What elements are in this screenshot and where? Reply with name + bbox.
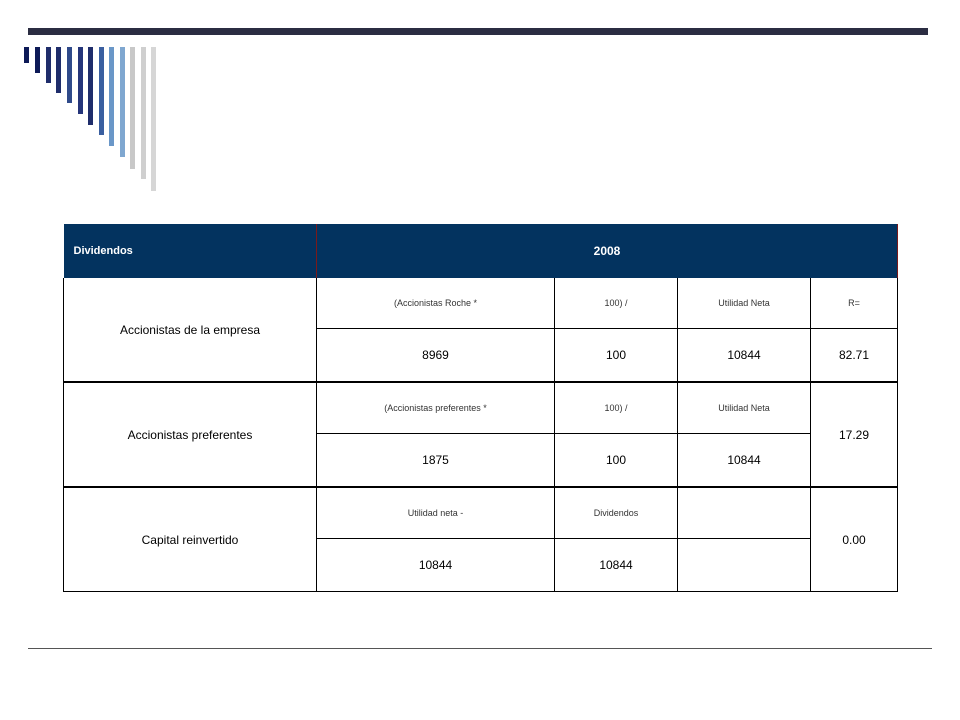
header-label: Dividendos — [64, 224, 317, 278]
stripe-2 — [35, 47, 40, 73]
table-row — [64, 382, 898, 434]
formula-cell: R= — [811, 278, 898, 329]
stripe-8 — [99, 47, 104, 135]
stripe-6 — [78, 47, 83, 114]
formula-cell: (Accionistas preferentes * — [317, 382, 555, 434]
result-cell: 0.00 — [811, 487, 898, 592]
stripe-7 — [88, 47, 93, 125]
stripe-4 — [56, 47, 61, 93]
stripe-1 — [24, 47, 29, 63]
empty-cell — [678, 539, 811, 592]
header-year: 2008 — [317, 224, 898, 278]
formula-cell: Utilidad neta - — [317, 487, 555, 539]
value-cell: 100 — [555, 329, 678, 383]
value-cell: 10844 — [555, 539, 678, 592]
stripe-5 — [67, 47, 72, 103]
row-label-capital-reinvertido: Capital reinvertido — [64, 487, 317, 592]
empty-cell — [678, 487, 811, 539]
value-cell: 1875 — [317, 434, 555, 488]
formula-cell: 100) / — [555, 382, 678, 434]
value-cell: 8969 — [317, 329, 555, 383]
bottom-divider — [28, 648, 932, 649]
decorative-stripes — [0, 0, 200, 200]
stripe-10 — [120, 47, 125, 157]
stripe-9 — [109, 47, 114, 146]
row-label-accionistas-preferentes: Accionistas preferentes — [64, 382, 317, 487]
value-cell: 10844 — [678, 329, 811, 383]
stripe-13 — [151, 47, 156, 191]
dividends-table — [63, 224, 898, 592]
stripe-12 — [141, 47, 146, 179]
row-label-accionistas-empresa: Accionistas de la empresa — [64, 278, 317, 382]
formula-cell: (Accionistas Roche * — [317, 278, 555, 329]
formula-cell: 100) / — [555, 278, 678, 329]
stripe-3 — [46, 47, 51, 83]
header-row — [64, 224, 898, 278]
value-cell: 10844 — [317, 539, 555, 592]
result-cell: 82.71 — [811, 329, 898, 383]
table-row — [64, 278, 898, 329]
formula-cell: Dividendos — [555, 487, 678, 539]
formula-cell: Utilidad Neta — [678, 382, 811, 434]
result-cell: 17.29 — [811, 382, 898, 487]
value-cell: 100 — [555, 434, 678, 488]
formula-cell: Utilidad Neta — [678, 278, 811, 329]
stripe-11 — [130, 47, 135, 169]
table-row — [64, 487, 898, 539]
value-cell: 10844 — [678, 434, 811, 488]
